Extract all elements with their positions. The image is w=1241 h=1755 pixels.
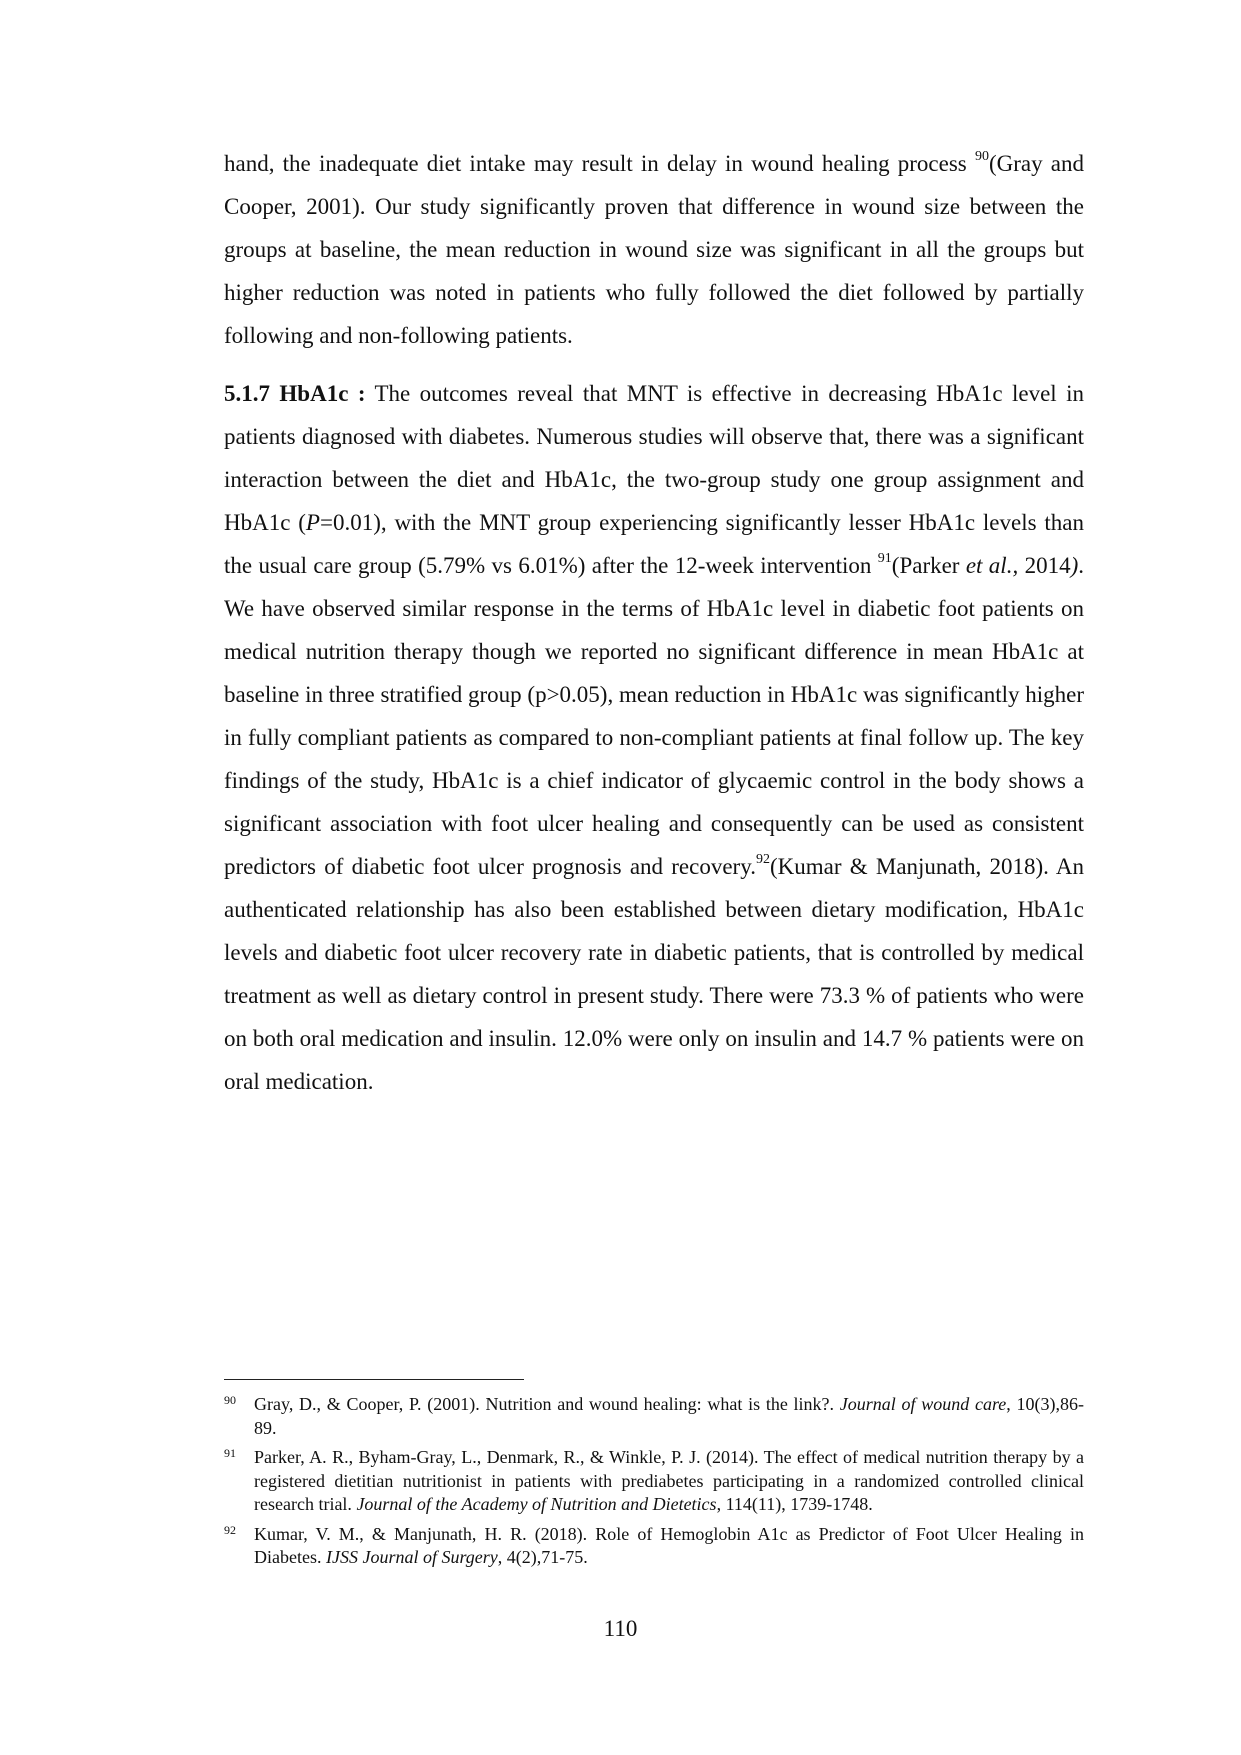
para1-text-start: hand, the inadequate diet intake may result in delay in wound healing process <box>224 151 975 176</box>
footnote-number: 90 <box>224 1393 236 1407</box>
para1-text-end: (Gray and Cooper, 2001). Our study significantly proven that difference in wound size between the groups at baseline, the mean reduction in wound size was significant in all the groups but higher reduction was noted in patients who fully followed the diet followed by partially following and non-following patients. <box>224 151 1084 348</box>
footnote-text-end: , 10(3),86-89. <box>254 1394 1084 1438</box>
footnote-92 <box>224 1523 1084 1570</box>
footnote-text: Gray, D., & Cooper, P. (2001). Nutrition and wound healing: what is the link?. <box>254 1394 840 1414</box>
page-number: 110 <box>603 1616 638 1641</box>
citation-superscript-92: 92 <box>755 852 770 868</box>
journal-title: Journal of the Academy of Nutrition and Dietetics <box>356 1494 717 1514</box>
section-heading-hba1c: 5.1.7 HbA1c : <box>224 381 366 406</box>
footnote-text: Kumar, V. M., & Manjunath, H. R. (2018). Role of Hemoglobin A1c as Predictor of Foot Ulcer Healing in Diabetes. <box>254 1523 1084 1567</box>
footnote-number: 91 <box>224 1446 236 1460</box>
et-al-italic: et al., <box>965 553 1019 578</box>
journal-title: Journal of wound care <box>839 1394 1007 1414</box>
para2-text-b: =0.01), with the MNT group experiencing significantly lesser HbA1c levels than the usual care group (5.79% vs 6.01%) after the 12-week intervention <box>224 510 1084 578</box>
footnote-text-end: , 114(11), 1739-1748. <box>716 1494 873 1514</box>
citation-superscript-91: 91 <box>877 551 892 567</box>
footnote-text-end: , 4(2),71-75. <box>497 1547 588 1567</box>
footnote-90 <box>224 1393 1084 1440</box>
footnote-separator <box>224 1379 524 1380</box>
citation-superscript-90: 90 <box>974 149 989 165</box>
footnotes-section <box>224 1393 1084 1576</box>
para2-text-e: . We have observed similar response in the terms of HbA1c level in diabetic foot patients on medical nutrition therapy though we reported no significant difference in mean HbA1c at baseline in three stratified group (p>0.05), mean reduction in HbA1c was significantly higher in fully compliant patients as compared to non-compliant patients at final follow up. The key findings of the study, HbA1c is a chief indicator of glycaemic control in the body shows a significant association with foot ulcer healing and consequently can be used as consistent predictors of diabetic foot ulcer prognosis and recovery. <box>224 553 1084 879</box>
footnote-text: Parker, A. R., Byham-Gray, L., Denmark, R., & Winkle, P. J. (2014). The effect of medical nutrition therapy by a registered dietitian nutritionist in patients with prediabetes participating in a randomized controlled clinical research trial. <box>254 1447 1084 1514</box>
para2-text-a: The outcomes reveal that MNT is effective in decreasing HbA1c level in patients diagnosed with diabetes. Numerous studies will observe that, there was a significant interaction between the diet and HbA1c, the two-group study one group assignment and HbA1c ( <box>224 381 1084 535</box>
italic-paren: ) <box>1070 553 1079 578</box>
para2-text-c: (Parker <box>891 553 966 578</box>
p-value-symbol: P <box>305 510 320 535</box>
journal-title: IJSS Journal of Surgery <box>325 1547 498 1567</box>
para2-text-d: 2014 <box>1018 553 1071 578</box>
body-paragraph-1 <box>224 142 1084 357</box>
para2-text-f: (Kumar & Manjunath, 2018). An authenticated relationship has also been established between dietary modification, HbA1c levels and diabetic foot ulcer recovery rate in diabetic patients, that is controlled by medical treatment as well as dietary control in present study. There were 73.3 % of patients who were on both oral medication and insulin. 12.0% were only on insulin and 14.7 % patients were on oral medication. <box>224 854 1084 1094</box>
footnote-91 <box>224 1446 1084 1517</box>
footnote-number: 92 <box>224 1522 236 1537</box>
body-paragraph-2 <box>224 372 1084 1103</box>
